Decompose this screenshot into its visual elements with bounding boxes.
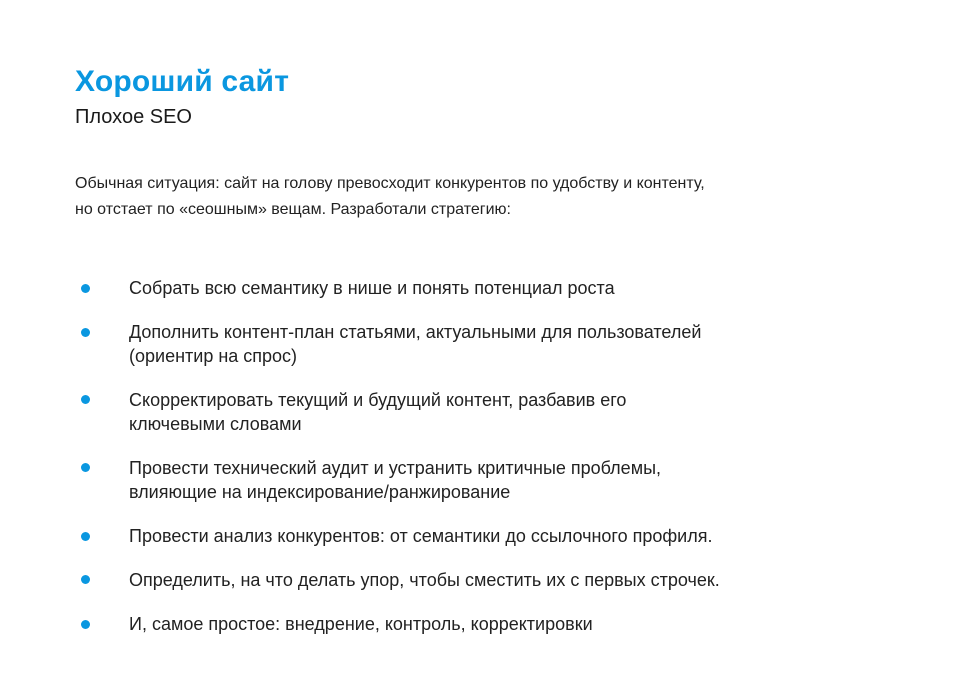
slide-title: Хороший сайт [75,65,290,98]
list-item-text [129,456,849,504]
bullet-dot-icon [81,284,90,293]
slide-subtitle: Плохое SEO [75,106,192,128]
list-item-text [129,276,849,300]
bullet-dot-icon [81,532,90,541]
list-item-line: влияющие на индексирование/ранжирование [129,482,511,502]
bullet-dot-icon [81,575,90,584]
list-item-text [129,568,849,592]
intro-paragraph [75,171,835,223]
list-item-line: (ориентир на спрос) [129,346,298,366]
list-item-line: И, самое простое: внедрение, контроль, корректировки [129,614,593,634]
bullet-dot-icon [81,328,90,337]
bullet-dot-icon [81,620,90,629]
list-item-text [129,320,849,368]
list-item-line: Собрать всю семантику в нише и понять потенциал роста [129,278,615,298]
list-item-line: Дополнить контент-план статьями, актуальными для пользователей [129,322,702,342]
intro-line: но отстает по «сеошным» вещам. Разработали стратегию: [75,201,511,218]
list-item-text [129,524,849,548]
list-item-text [129,388,849,436]
intro-line: Обычная ситуация: сайт на голову превосходит конкурентов по удобству и контенту, [75,175,705,192]
list-item-line: Провести технический аудит и устранить критичные проблемы, [129,458,662,478]
list-item-line: Скорректировать текущий и будущий контент, разбавив его [129,390,627,410]
list-item-line: Определить, на что делать упор, чтобы сместить их с первых строчек. [129,570,720,590]
list-item-line: ключевыми словами [129,414,302,434]
list-item-line: Провести анализ конкурентов: от семантики до ссылочного профиля. [129,526,713,546]
bullet-dot-icon [81,395,90,404]
bullet-dot-icon [81,463,90,472]
list-item-text [129,612,849,636]
